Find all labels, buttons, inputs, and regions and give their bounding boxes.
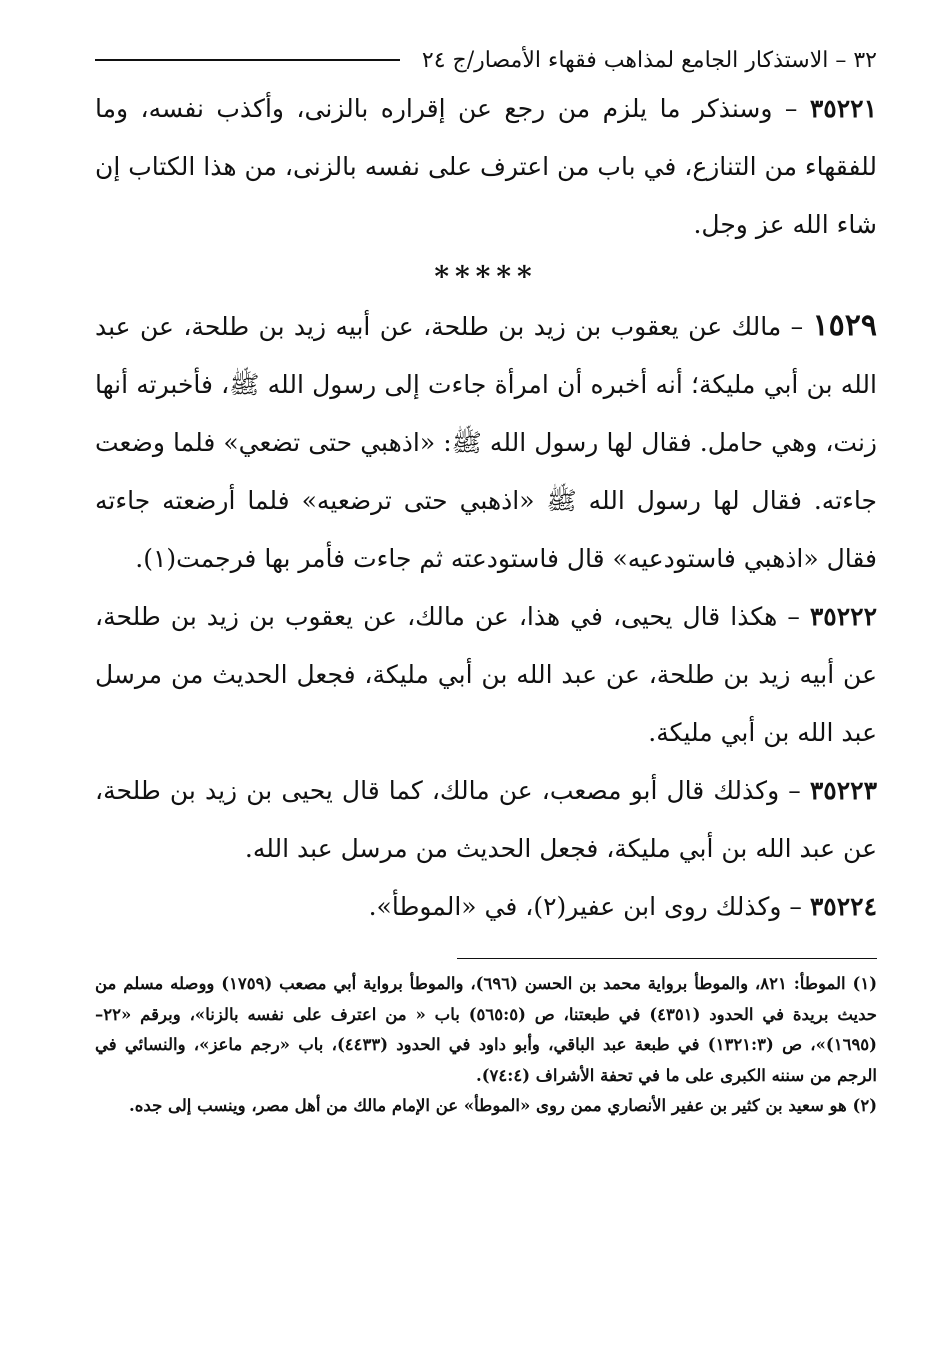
- footnote-2: [95, 1091, 877, 1122]
- footnote-marker: (١): [852, 974, 877, 993]
- section-separator: *****: [434, 260, 538, 293]
- footnote-text: هو سعيد بن كثير بن عفير الأنصاري ممن روى «الموطأ» عن الإمام مالك من أهل مصر، وينسب إلى جده.: [129, 1096, 853, 1115]
- paragraph-35223: [95, 762, 877, 878]
- paragraph-number: ٣٥٢٢٢: [809, 602, 877, 631]
- running-title: ٣٢ – الاستذكار الجامع لمذاهب فقهاء الأمصار/ج ٢٤: [421, 47, 877, 73]
- hadith-text: – مالك عن يعقوب بن زيد بن طلحة، عن أبيه زيد بن طلحة، عن عبد الله بن أبي مليكة؛ أنه أخبره أن امرأة جاءت إلى رسول الله ﷺ، فأخبرته أنها زنت، وهي حامل. فقال لها رسول الله ﷺ: «اذهبي حتى تضعي» فلما وضعت جاءته. فقال لها رسول الله ﷺ «اذهبي حتى ترضعيه» فلما أرضعته جاءته فقال «اذهبي فاستودعيه» قال فاستودعته ثم جاءت فأمر بها فرجمت(١).: [95, 312, 877, 573]
- footnote-rule: [457, 958, 877, 959]
- paragraph-number: ٣٥٢٢١: [809, 94, 877, 123]
- footnote-marker: (٢): [852, 1096, 877, 1115]
- paragraph-35222: [95, 588, 877, 762]
- paragraph-35224: [95, 878, 877, 936]
- paragraph-number: ٣٥٢٢٤: [809, 892, 877, 921]
- paragraph-text: – وكذلك قال أبو مصعب، عن مالك، كما قال يحيى بن زيد بن طلحة، عن عبد الله بن أبي مليكة، فجعل الحديث من مرسل عبد الله.: [95, 776, 877, 863]
- paragraph-35221: [95, 80, 877, 254]
- hadith-1529: [95, 297, 877, 588]
- footnote-text: الموطأ: ٨٢١، والموطأ برواية محمد بن الحسن (٦٩٦)، والموطأ برواية أبي مصعب (١٧٥٩) ووصله مسلم من حديث بريدة في الحدود (٤٣٥١) في طبعتنا، ص (٥٦٥:٥) باب « من اعترف على نفسه بالزنا»، وبرقم «٢٢– (١٦٩٥)»، ص (١٣٢١:٣) في طبعة عبد الباقي، وأبو داود في الحدود (٤٤٣٣)، باب «رجم ماعز»، والنسائي في الرجم من سننه الكبرى على ما في تحفة الأشراف (٧٤:٤).: [95, 974, 877, 1085]
- page-header: [95, 40, 877, 80]
- paragraph-text: – وكذلك روى ابن عفير(٢)، في «الموطأ».: [368, 892, 810, 921]
- header-rule: [95, 59, 400, 61]
- book-page: [95, 40, 877, 1122]
- paragraph-text: – وسنذكر ما يلزم من رجع عن إقراره بالزنى، وأكذب نفسه، وما للفقهاء من التنازع، في باب من اعترف على نفسه بالزنى، من هذا الكتاب إن شاء الله عز وجل.: [95, 94, 877, 239]
- paragraph-text: – هكذا قال يحيى، في هذا، عن مالك، عن يعقوب بن زيد بن طلحة، عن أبيه زيد بن طلحة، عن عبد الله بن أبي مليكة، فجعل الحديث من مرسل عبد الله بن أبي مليكة.: [95, 602, 877, 747]
- footnote-1: [95, 969, 877, 1091]
- paragraph-number: ٣٥٢٢٣: [809, 776, 877, 805]
- hadith-number: ١٥٢٩: [812, 308, 877, 343]
